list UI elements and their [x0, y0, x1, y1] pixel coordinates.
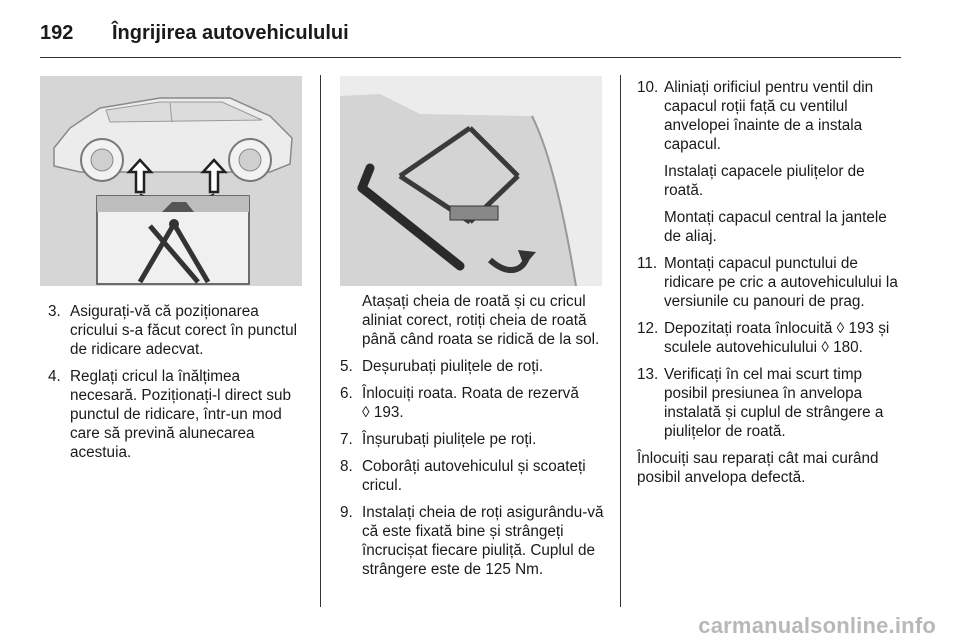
- page-reference-icon[interactable]: ◊: [362, 404, 370, 421]
- list-item: 9. Instalați cheia de roți asigurându-vă că este fixată bine și strângeți încrucișat fiecare piuliță. Cuplul de strângere este de 125 Nm.: [340, 504, 604, 578]
- page-reference[interactable]: 180.: [833, 339, 863, 356]
- jack-wrench-figure: [340, 76, 602, 286]
- closing-paragraph: Înlocuiți sau reparați cât mai curând posibil anvelopa defectă.: [637, 450, 879, 486]
- column-2: [340, 292, 606, 587]
- list-item: 13. Verificați în cel mai scurt timp posibil presiunea în anvelopa instalată și cuplul de strângere a piulițelor de roată.: [637, 366, 884, 440]
- header-rule: [40, 57, 901, 58]
- watermark: carmanualsonline.info: [698, 613, 936, 638]
- list-item: 12. Depozitați roata înlocuită ◊ 193 și sculele autovehiculului ◊ 180.: [637, 320, 890, 356]
- list-item: 8. Coborâți autovehiculul și scoateți cricul.: [340, 458, 586, 494]
- list-item: 6. Înlocuiți roata. Roata de rezervă ◊ 193.: [340, 385, 579, 421]
- page-reference-icon[interactable]: ◊: [821, 339, 829, 356]
- column-1: [48, 302, 310, 470]
- page-number: 192: [40, 22, 74, 44]
- page-reference[interactable]: 193 și: [848, 320, 890, 337]
- page-title: Îngrijirea autovehiculului: [112, 22, 349, 44]
- list-item: 3. Asigurați-vă că poziționarea cricului s-a făcut corect în punctul de ridicare adecvat.: [48, 303, 298, 358]
- column-divider-2: [620, 75, 621, 607]
- list-item: 4. Reglați cricul la înălțimea necesară. Poziționați-l direct sub punctul de ridicare, într-un mod care să prevină alunecarea acestuia.: [48, 368, 292, 461]
- page-reference[interactable]: 193.: [373, 404, 404, 421]
- column-divider-1: [320, 75, 321, 607]
- column-3: [637, 78, 905, 495]
- car-jack-point-figure: [40, 76, 302, 286]
- page-reference-icon[interactable]: ◊: [836, 320, 845, 337]
- list-item: 11. Montați capacul punctului de ridicare pe cric a autovehiculului la versiunile cu panouri de prag.: [637, 255, 898, 310]
- jack-instruction-paragraph: Atașați cheia de roată și cu cricul aliniat corect, rotiți cheia de roată până când roata se ridică de la sol.: [362, 293, 600, 348]
- list-item: 7. Înșurubați piulițele pe roți.: [340, 431, 537, 448]
- list-item: 5. Deșurubați piulițele de roți.: [340, 358, 544, 375]
- list-item: 10. Aliniați orificiul pentru ventil din capacul roții față cu ventilul anvelopei înainte de a instala capacul. Instalați capacele piulițelor de roată. Montați capacul central la jantele de aliaj.: [637, 79, 887, 245]
